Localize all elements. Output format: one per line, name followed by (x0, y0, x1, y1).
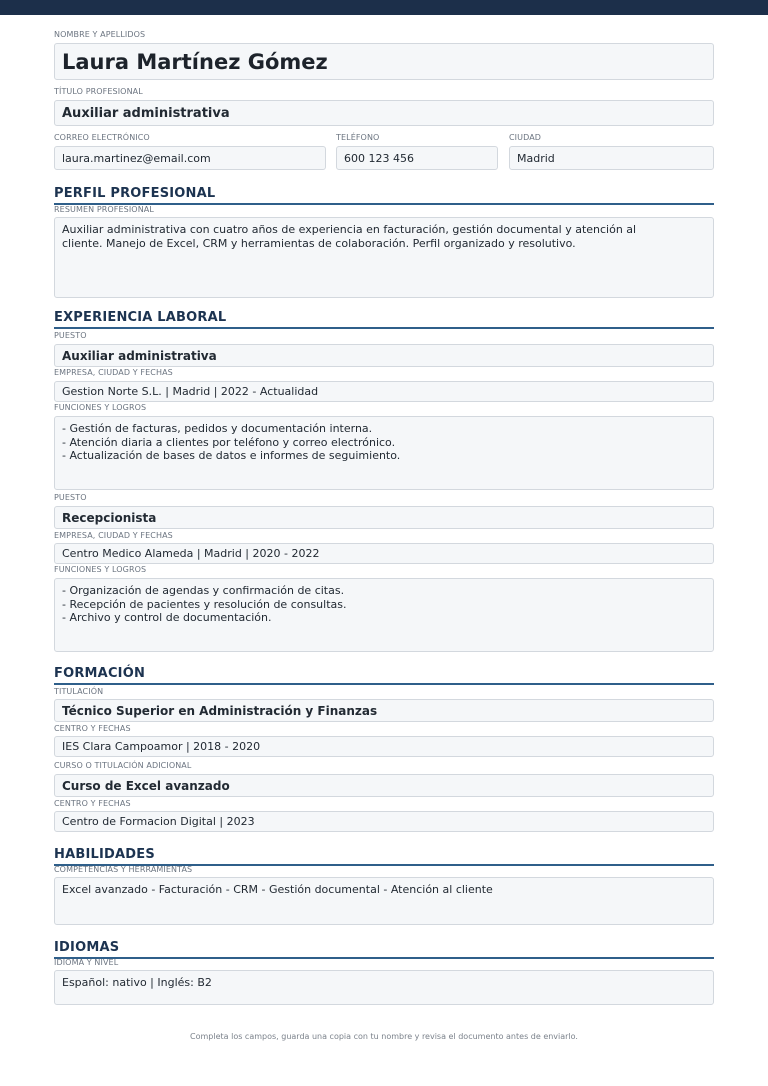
email-label: CORREO ELECTRÓNICO (54, 133, 150, 142)
top-bar (0, 0, 768, 15)
duties-field[interactable]: - Gestión de facturas, pedidos y documentación interna. - Atención diaria a clientes por teléfono y correo electrónico. - Actualización de bases de datos e informes de seguimiento. (54, 416, 714, 490)
position-field[interactable]: Auxiliar administrativa (54, 344, 714, 367)
degree-field[interactable]: Técnico Superior en Administración y Finanzas (54, 699, 714, 722)
position-label: PUESTO (54, 493, 87, 502)
city-field[interactable]: Madrid (509, 146, 714, 170)
course-center-label: CENTRO Y FECHAS (54, 799, 131, 808)
skills-label: COMPETENCIAS Y HERRAMIENTAS (54, 865, 193, 874)
section-heading-experience: EXPERIENCIA LABORAL (54, 310, 714, 329)
degree-label: TITULACIÓN (54, 687, 104, 696)
profile-label: RESUMEN PROFESIONAL (54, 205, 154, 214)
skills-field[interactable]: Excel avanzado - Facturación - CRM - Gestión documental - Atención al cliente (54, 877, 714, 925)
course-label: CURSO O TITULACIÓN ADICIONAL (54, 761, 192, 770)
center-field[interactable]: IES Clara Campoamor | 2018 - 2020 (54, 736, 714, 757)
footer-note: Completa los campos, guarda una copia con tu nombre y revisa el documento antes de enviarlo. (190, 1032, 578, 1041)
position-field[interactable]: Recepcionista (54, 506, 714, 529)
title-label: TÍTULO PROFESIONAL (54, 87, 143, 96)
section-heading-languages: IDIOMAS (54, 940, 714, 959)
phone-label: TELÉFONO (336, 133, 380, 142)
city-label: CIUDAD (509, 133, 542, 142)
course-center-field[interactable]: Centro de Formacion Digital | 2023 (54, 811, 714, 832)
company-field[interactable]: Gestion Norte S.L. | Madrid | 2022 - Actualidad (54, 381, 714, 402)
center-label: CENTRO Y FECHAS (54, 724, 131, 733)
position-label: PUESTO (54, 331, 87, 340)
phone-field[interactable]: 600 123 456 (336, 146, 498, 170)
section-heading-education: FORMACIÓN (54, 666, 714, 685)
company-label: EMPRESA, CIUDAD Y FECHAS (54, 531, 173, 540)
job-title-field[interactable]: Auxiliar administrativa (54, 100, 714, 126)
company-field[interactable]: Centro Medico Alameda | Madrid | 2020 - 2022 (54, 543, 714, 564)
company-label: EMPRESA, CIUDAD Y FECHAS (54, 368, 173, 377)
course-field[interactable]: Curso de Excel avanzado (54, 774, 714, 797)
profile-summary-field[interactable]: Auxiliar administrativa con cuatro años de experiencia en facturación, gestión documental y atención al cliente. Manejo de Excel, CRM y herramientas de colaboración. Perfil organizado y resolutivo. (54, 217, 714, 298)
section-heading-profile: PERFIL PROFESIONAL (54, 186, 714, 205)
duties-field[interactable]: - Organización de agendas y confirmación de citas. - Recepción de pacientes y resolución de consultas. - Archivo y control de documentación. (54, 578, 714, 652)
duties-label: FUNCIONES Y LOGROS (54, 403, 147, 412)
section-heading-skills: HABILIDADES (54, 847, 714, 866)
duties-label: FUNCIONES Y LOGROS (54, 565, 147, 574)
languages-label: IDIOMA Y NIVEL (54, 958, 119, 967)
languages-field[interactable]: Español: nativo | Inglés: B2 (54, 970, 714, 1005)
name-field[interactable]: Laura Martínez Gómez (54, 43, 714, 80)
email-field[interactable]: laura.martinez@email.com (54, 146, 326, 170)
name-label: NOMBRE Y APELLIDOS (54, 30, 146, 39)
